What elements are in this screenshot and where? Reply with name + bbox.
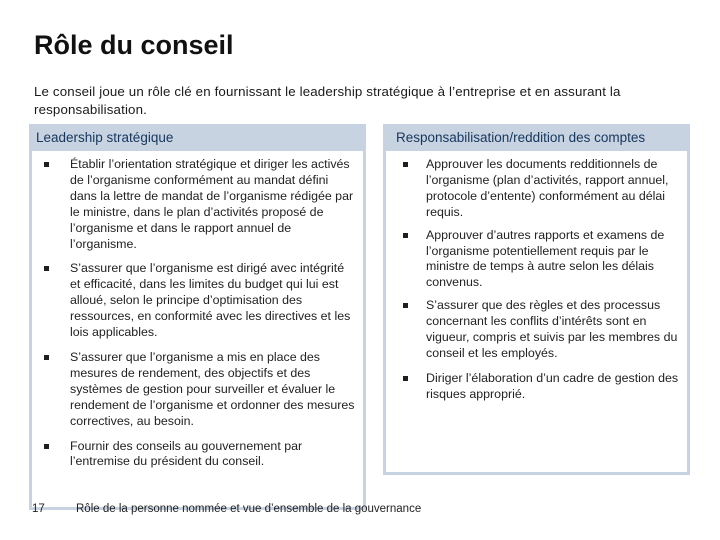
list-item-text: Fournir des conseils au gouvernement par l’entremise du président du conseil. (70, 438, 303, 469)
list-item (386, 157, 687, 221)
list-item (386, 228, 687, 292)
page-number: 17 (32, 503, 45, 515)
square-bullet-icon (403, 233, 408, 238)
square-bullet-icon (403, 376, 408, 381)
page-title: Rôle du conseil (34, 30, 234, 60)
leadership-heading: Leadership stratégique (32, 127, 363, 151)
footer-caption: Rôle de la personne nommée et vue d’ensemble de la gouvernance (76, 503, 422, 515)
square-bullet-icon (44, 162, 49, 167)
list-item-text: S’assurer que l’organisme est dirigé avec intégrité et efficacité, dans les limites du budget qui lui est alloué, selon le principe d’optimisation des ressources, en conformité avec les directives et les lois applicables. (70, 261, 351, 340)
square-bullet-icon (44, 266, 49, 271)
list-item (32, 261, 363, 341)
square-bullet-icon (44, 444, 49, 449)
list-item (386, 298, 687, 362)
accountability-list (386, 151, 687, 403)
square-bullet-icon (403, 303, 408, 308)
list-item (32, 439, 363, 471)
accountability-heading: Responsabilisation/reddition des comptes (386, 127, 687, 151)
square-bullet-icon (403, 162, 408, 167)
square-bullet-icon (44, 355, 49, 360)
list-item-text: Diriger l’élaboration d’un cadre de gestion des risques approprié. (426, 370, 679, 401)
accountability-panel (383, 124, 690, 475)
intro-paragraph: Le conseil joue un rôle clé en fournissant le leadership stratégique à l’entreprise et en assurant la responsabilisation. (34, 84, 621, 117)
list-item-text: Approuver d’autres rapports et examens de l’organisme potentiellement requis par le ministre de temps à autre selon les délais convenus. (426, 227, 665, 290)
list-item-text: Approuver les documents redditionnels de l’organisme (plan d’activités, rapport annuel, protocole d’entente) conformément au délai requis. (426, 157, 669, 219)
list-item (386, 371, 687, 403)
leadership-panel (29, 124, 366, 510)
list-item-text: S’assurer que l’organisme a mis en place des mesures de rendement, des objectifs et des systèmes de gestion pour surveiller et évaluer le rendement de l’organisme et ordonner des mesures correctives, au besoin. (70, 349, 355, 428)
list-item (32, 157, 363, 252)
list-item-text: S’assurer que des règles et des processus concernant les conflits d’intérêts sont en vigueur, compris et suivis par les membres du conseil et les employés. (426, 298, 678, 360)
leadership-list (32, 151, 363, 470)
list-item-text: Établir l’orientation stratégique et diriger les activés de l’organisme conformément au mandat défini dans la lettre de mandat de l’organisme rédigée par le ministre, dans le plan d’activités proposé de l’organisme et dans le rapport annuel de l’organisme. (70, 157, 354, 251)
list-item (32, 350, 363, 430)
